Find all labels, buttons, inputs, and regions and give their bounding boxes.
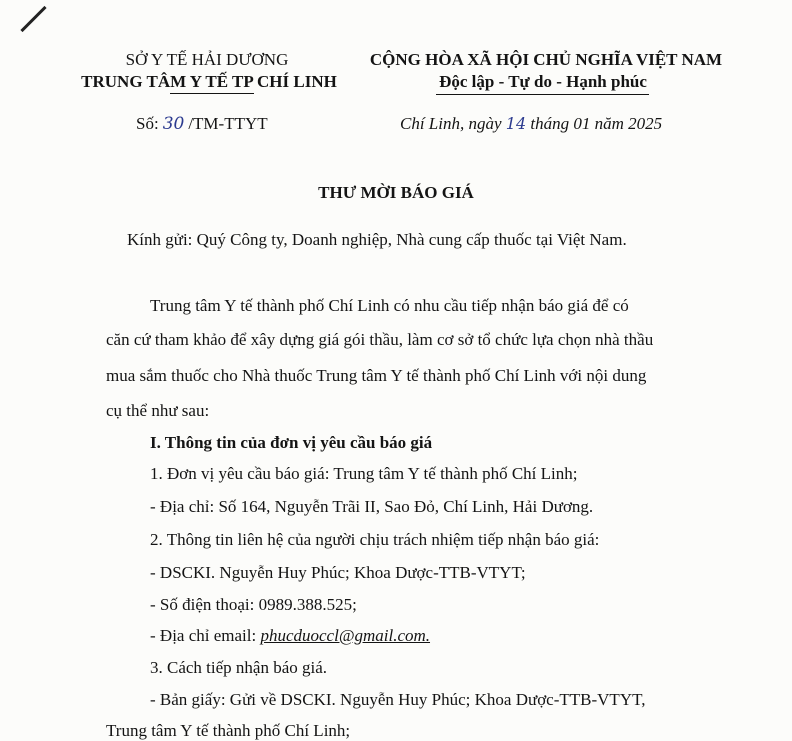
issuing-department: SỞ Y TẾ HẢI DƯƠNG — [125, 50, 289, 69]
ref-suffix: /TM-TTYT — [188, 114, 268, 133]
ref-prefix: Số: — [136, 114, 159, 133]
section-item-4: - DSCKI. Nguyễn Huy Phúc; Khoa Dược-TTB-VTYT; — [150, 563, 526, 582]
section-item-5: - Số điện thoại: 0989.388.525; — [150, 595, 357, 614]
left-header-underline — [170, 93, 254, 94]
reference-number — [136, 114, 268, 134]
intro-line-3: mua sắm thuốc cho Nhà thuốc Trung tâm Y tế thành phố Chí Linh với nội dung — [106, 366, 647, 385]
section-item-8: Trung tâm Y tế thành phố Chí Linh; — [106, 721, 351, 740]
section-item-1: 1. Đơn vị yêu cầu báo giá: Trung tâm Y tế thành phố Chí Linh; — [150, 464, 578, 483]
section-heading: I. Thông tin của đơn vị yêu cầu báo giá — [150, 433, 433, 452]
date-handwritten-day: 14 — [505, 114, 527, 133]
intro-line-2: căn cứ tham khảo để xây dựng giá gói thầu, làm cơ sở tổ chức lựa chọn nhà thầu — [106, 330, 654, 349]
date-line — [400, 114, 662, 134]
document-title: THƯ MỜI BÁO GIÁ — [318, 183, 474, 202]
email-line — [150, 626, 430, 646]
section-item-2: - Địa chỉ: Số 164, Nguyễn Trãi II, Sao Đỏ, Chí Linh, Hải Dương. — [150, 497, 594, 516]
intro-line-4: cụ thể như sau: — [106, 401, 210, 420]
national-motto: Độc lập - Tự do - Hạnh phúc — [439, 72, 647, 91]
addressee-line: Kính gửi: Quý Công ty, Doanh nghiệp, Nhà cung cấp thuốc tại Việt Nam. — [127, 230, 627, 249]
section-item-3: 2. Thông tin liên hệ của người chịu trách nhiệm tiếp nhận báo giá: — [150, 530, 600, 549]
email-label: - Địa chỉ email: — [150, 626, 261, 645]
date-suffix: tháng 01 năm 2025 — [530, 114, 663, 133]
date-prefix: Chí Linh, ngày — [400, 114, 502, 133]
issuing-center: TRUNG TÂM Y TẾ TP CHÍ LINH — [81, 72, 337, 91]
intro-line-1: Trung tâm Y tế thành phố Chí Linh có nhu cầu tiếp nhận báo giá để có — [150, 296, 629, 315]
section-item-7: - Bản giấy: Gửi về DSCKI. Nguyễn Huy Phúc; Khoa Dược-TTB-VTYT, — [150, 690, 646, 709]
pen-mark — [20, 6, 46, 32]
section-item-6: 3. Cách tiếp nhận báo giá. — [150, 658, 328, 677]
motto-underline — [436, 94, 649, 95]
national-title: CỘNG HÒA XÃ HỘI CHỦ NGHĨA VIỆT NAM — [369, 50, 723, 69]
email-link[interactable]: phucduoccl@gmail.com. — [260, 626, 431, 645]
ref-handwritten-number: 30 — [162, 114, 185, 134]
